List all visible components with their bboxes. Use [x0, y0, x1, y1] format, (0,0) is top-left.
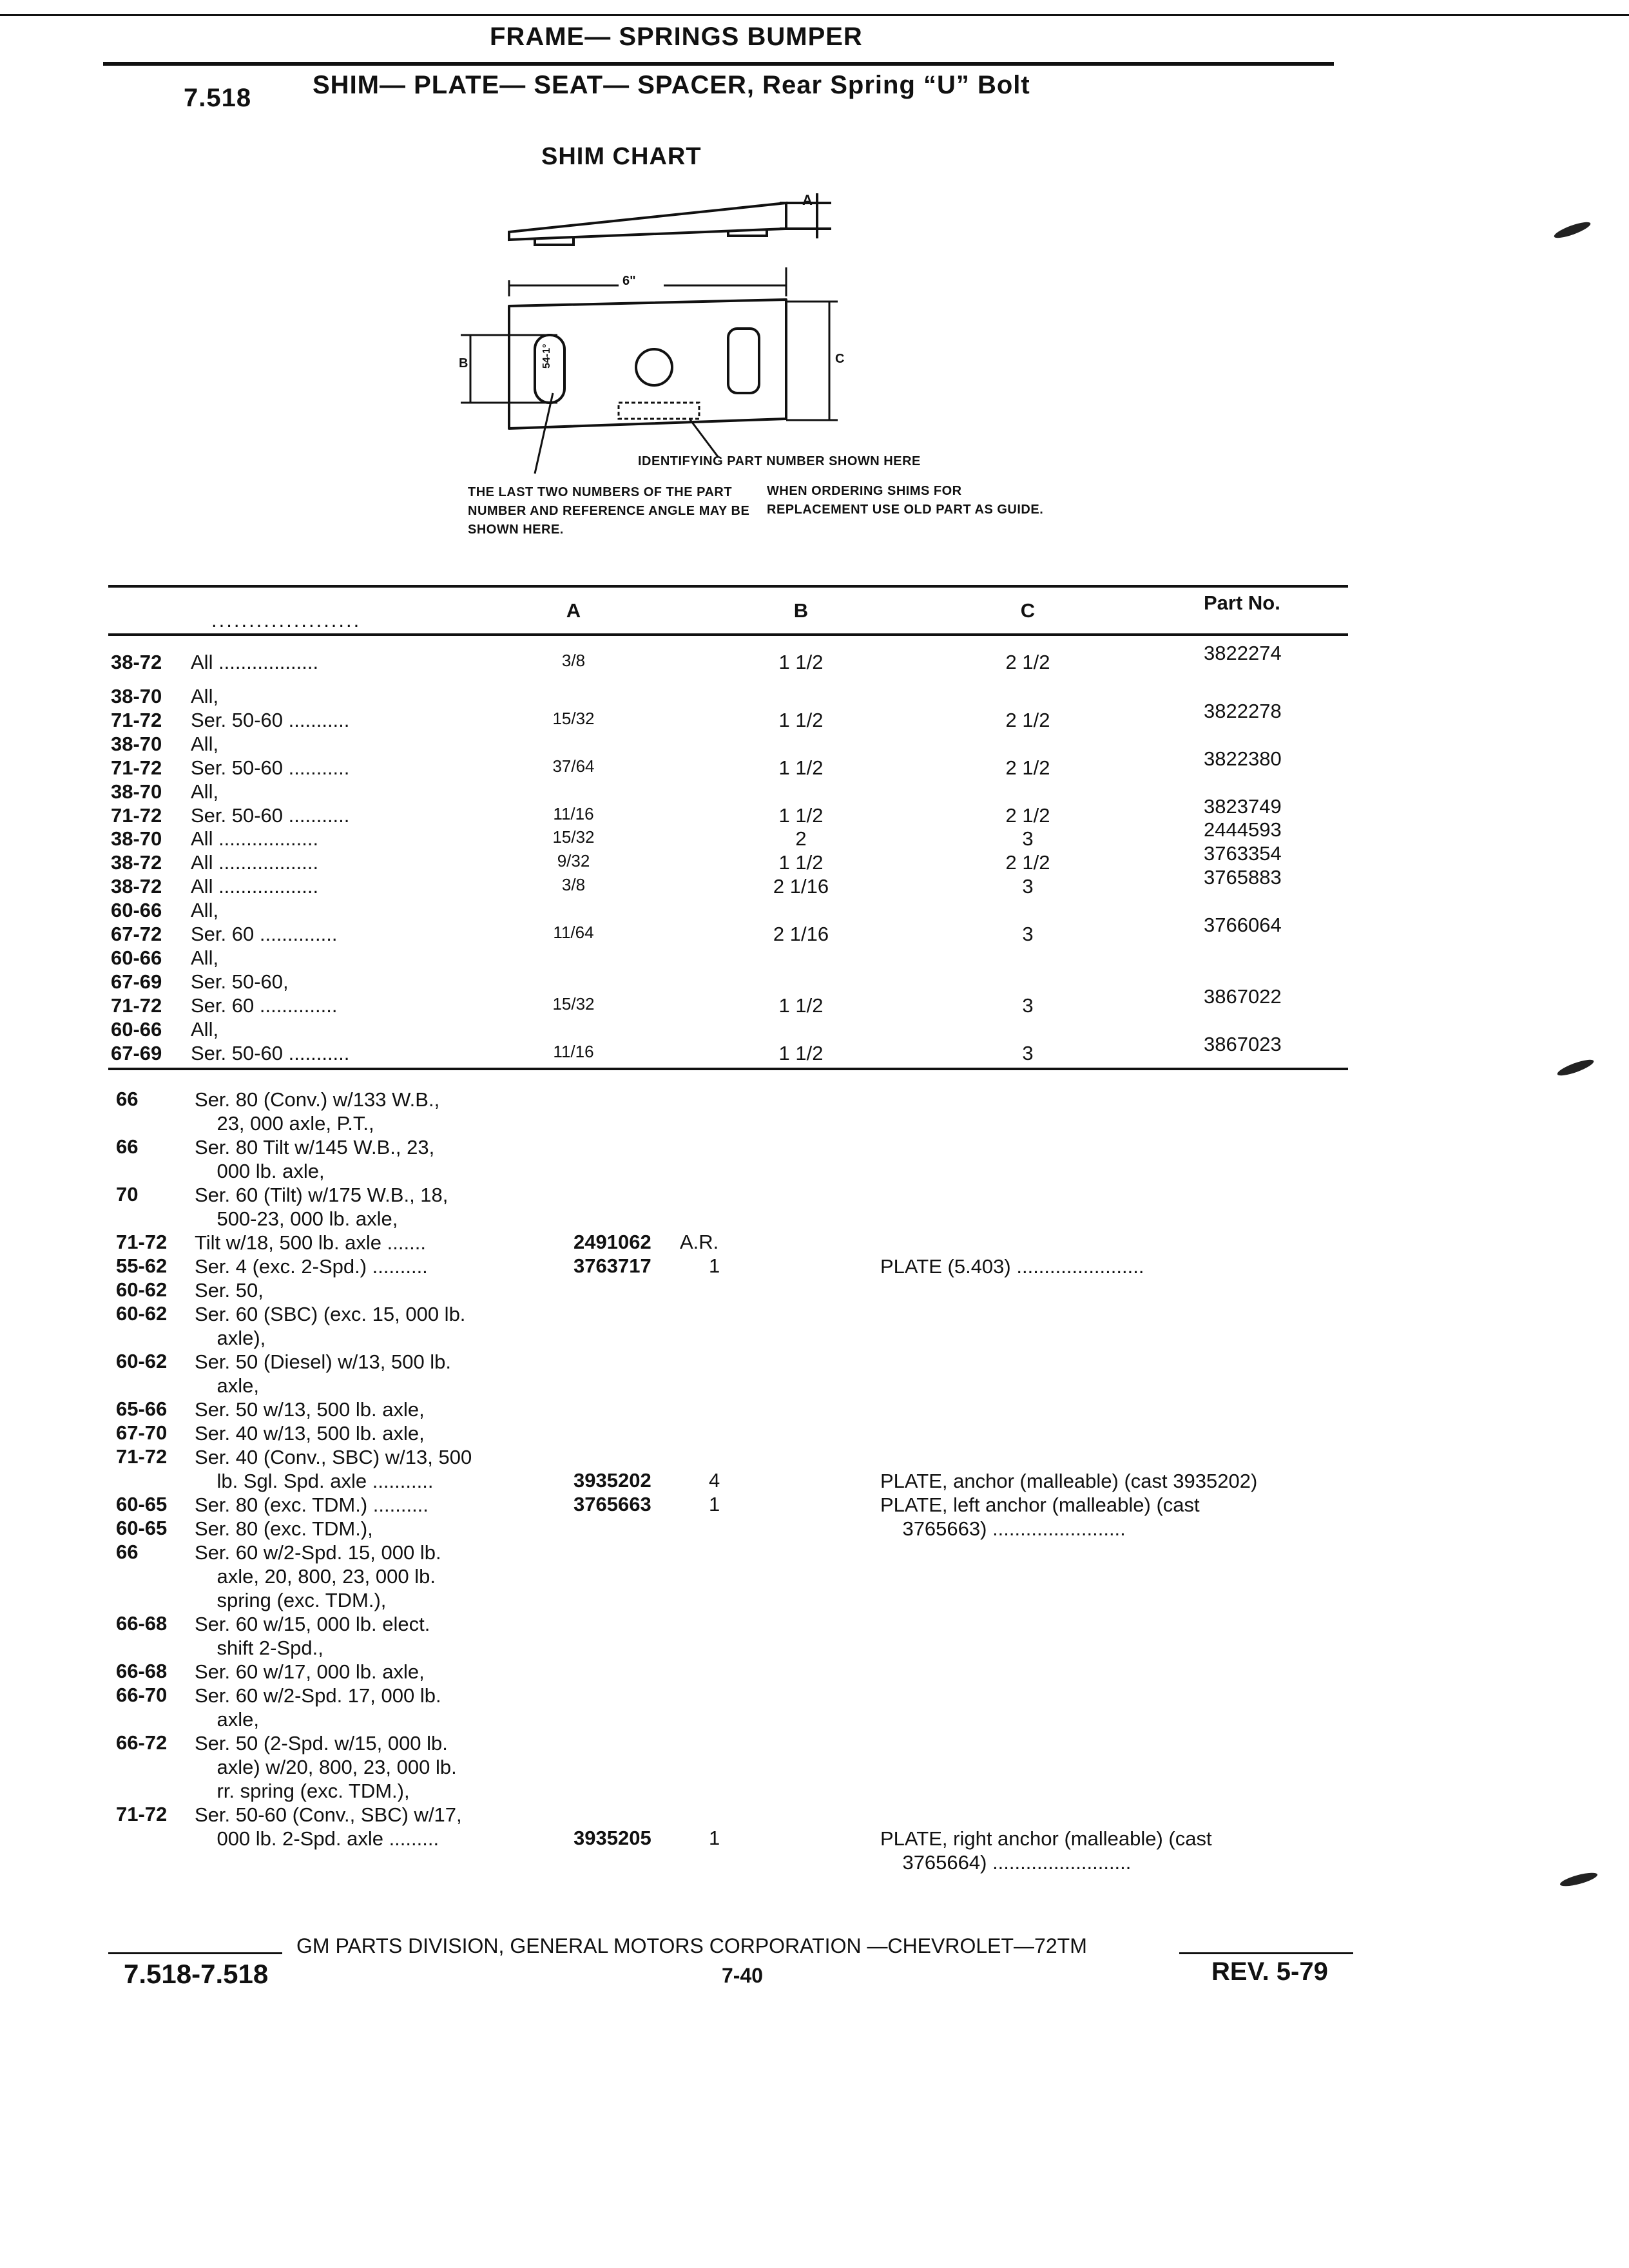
listing-year: 67-70 — [116, 1421, 168, 1444]
row-model: Ser. 60 .............. — [191, 923, 338, 945]
item-title: SHIM— PLATE— SEAT— SPACER, Rear Spring “U” Bolt — [313, 71, 1030, 99]
row-dim-c: 3 — [1022, 1042, 1034, 1064]
row-dim-b: 2 — [795, 827, 807, 850]
listing-year: 60-62 — [116, 1302, 168, 1325]
row-model: Ser. 50-60 ........... — [191, 804, 350, 827]
binder-mark — [1559, 1870, 1599, 1888]
note-last-two-numbers: THE LAST TWO NUMBERS OF THE PART NUMBER AND REFERENCE ANGLE MAY BE SHOWN HERE. — [468, 485, 750, 537]
row-dim-a: 3/8 — [561, 651, 586, 670]
row-dim-a: 9/32 — [557, 851, 590, 870]
listing-description: Ser. 50 (2-Spd. w/15, 000 lb. axle) w/20, 800, 23, 000 lb. rr. spring (exc. TDM.), — [195, 1732, 457, 1802]
row-dim-b: 1 1/2 — [778, 651, 824, 673]
listing-description: Ser. 60 w/2-Spd. 17, 000 lb. axle, — [195, 1684, 441, 1731]
row-year: 67-69 — [111, 970, 162, 993]
row-dim-a: 3/8 — [561, 875, 586, 894]
row-model: All .................. — [191, 875, 319, 898]
row-year: 60-66 — [111, 1018, 162, 1041]
row-part-number: 2444593 — [1204, 818, 1282, 841]
dim-width-label: 6" — [619, 274, 640, 289]
shim-side-profile — [509, 193, 831, 245]
row-year: 38-72 — [111, 875, 162, 898]
row-dim-b: 2 1/16 — [773, 875, 829, 898]
note-ordering: WHEN ORDERING SHIMS FOR REPLACEMENT USE OLD PART AS GUIDE. — [767, 484, 1044, 517]
row-part-number: 3822380 — [1204, 747, 1282, 770]
listing-remark: PLATE, anchor (malleable) (cast 3935202) — [880, 1470, 1258, 1492]
row-part-number: 3763354 — [1204, 842, 1282, 865]
header-rule — [103, 62, 1334, 66]
listing-description: Ser. 60 w/17, 000 lb. axle, — [195, 1660, 425, 1683]
listing-year: 66-68 — [116, 1612, 168, 1635]
row-year: 60-66 — [111, 947, 162, 969]
row-dim-c: 3 — [1022, 875, 1034, 898]
row-model: All .................. — [191, 651, 319, 673]
listing-description: Ser. 80 (exc. TDM.) .......... — [195, 1494, 429, 1516]
row-model: Ser. 50-60, — [191, 970, 289, 993]
width-dimension — [509, 267, 786, 296]
table-top-rule — [108, 585, 1348, 588]
row-year: 38-70 — [111, 780, 162, 803]
listing-quantity: 1 — [709, 1254, 720, 1277]
listing-quantity: 4 — [709, 1469, 720, 1492]
listing-year: 71-72 — [116, 1445, 168, 1468]
header-b: B — [793, 599, 809, 622]
row-model: Ser. 60 .............. — [191, 994, 338, 1017]
listing-year: 70 — [116, 1183, 139, 1206]
footer-page-number: 7-40 — [722, 1964, 764, 1987]
row-year: 38-72 — [111, 651, 162, 673]
row-part-number: 3822274 — [1204, 642, 1282, 664]
note-identifying-part: IDENTIFYING PART NUMBER SHOWN HERE — [638, 454, 921, 468]
row-part-number: 3867022 — [1204, 985, 1282, 1008]
row-dim-b: 1 1/2 — [778, 994, 824, 1017]
listing-description: Ser. 40 (Conv., SBC) w/13, 500 lb. Sgl. Spd. axle ........... — [195, 1446, 472, 1492]
row-part-number: 3765883 — [1204, 866, 1282, 889]
listing-quantity: 1 — [709, 1827, 720, 1849]
listing-part-number: 3935202 — [574, 1469, 651, 1492]
listing-description: Ser. 60 w/15, 000 lb. elect. shift 2-Spd., — [195, 1613, 430, 1659]
row-model: All, — [191, 685, 219, 707]
header-a: A — [566, 599, 581, 622]
row-dim-c: 2 1/2 — [1005, 851, 1050, 874]
section-title: FRAME— SPRINGS BUMPER — [490, 23, 863, 51]
footer-ref-range: 7.518-7.518 — [124, 1959, 269, 1989]
row-dim-a: 37/64 — [552, 756, 595, 776]
listing-year: 60-62 — [116, 1278, 168, 1301]
row-dim-a: 11/64 — [553, 923, 594, 942]
listing-description: Ser. 50, — [195, 1279, 264, 1302]
listing-remark: PLATE, right anchor (malleable) (cast 3765664) ......................... — [880, 1827, 1212, 1874]
dim-b-label: B — [459, 356, 468, 370]
listing-year: 71-72 — [116, 1231, 168, 1253]
header-c: C — [1020, 599, 1036, 622]
row-dim-a: 15/32 — [552, 994, 595, 1014]
row-dim-c: 2 1/2 — [1005, 756, 1050, 779]
row-year: 67-72 — [111, 923, 162, 945]
top-edge-rule — [0, 14, 1629, 16]
row-year: 71-72 — [111, 804, 162, 827]
listing-remark: PLATE (5.403) ....................... — [880, 1255, 1144, 1278]
dim-a-label: A — [802, 192, 813, 208]
row-model: All, — [191, 1018, 219, 1041]
row-year: 67-69 — [111, 1042, 162, 1064]
listing-description: Ser. 50-60 (Conv., SBC) w/17, 000 lb. 2-Spd. axle ......... — [195, 1803, 462, 1850]
listing-year: 66-68 — [116, 1660, 168, 1682]
listing-year: 55-62 — [116, 1254, 168, 1277]
shim-plan-view — [461, 300, 838, 474]
listing-part-number: 3763717 — [574, 1254, 651, 1277]
listing-part-number: 2491062 — [574, 1231, 651, 1253]
angle-mark: 54-1° — [541, 343, 552, 369]
row-dim-c: 2 1/2 — [1005, 804, 1050, 827]
row-part-number: 3867023 — [1204, 1033, 1282, 1055]
row-model: Ser. 50-60 ........... — [191, 1042, 350, 1064]
row-part-number: 3822278 — [1204, 700, 1282, 722]
listing-description: Ser. 80 (Conv.) w/133 W.B., 23, 000 axle, P.T., — [195, 1088, 440, 1135]
listing-year: 66-70 — [116, 1684, 168, 1706]
row-year: 60-66 — [111, 899, 162, 921]
listing-description: Ser. 50 w/13, 500 lb. axle, — [195, 1398, 425, 1421]
listing-quantity: A.R. — [680, 1231, 719, 1253]
row-dim-a: 11/16 — [553, 804, 594, 823]
row-model: All, — [191, 733, 219, 755]
shim-chart-title: SHIM CHART — [541, 143, 702, 170]
row-dim-a: 11/16 — [553, 1042, 594, 1061]
listing-year: 66 — [116, 1135, 139, 1158]
row-dim-a: 15/32 — [552, 827, 595, 847]
listing-description: Ser. 80 Tilt w/145 W.B., 23, 000 lb. axle, — [195, 1136, 435, 1182]
row-dim-c: 2 1/2 — [1005, 651, 1050, 673]
shim-diagram — [445, 180, 1057, 483]
row-dim-b: 1 1/2 — [778, 851, 824, 874]
row-part-number: 3823749 — [1204, 795, 1282, 818]
binder-mark — [1556, 1057, 1595, 1079]
table-bottom-rule — [108, 1068, 1348, 1070]
row-model: All .................. — [191, 851, 319, 874]
listing-remark: PLATE, left anchor (malleable) (cast 3765663) ........................ — [880, 1494, 1200, 1540]
row-dim-a: 15/32 — [552, 709, 595, 728]
row-year: 71-72 — [111, 994, 162, 1017]
row-model: All, — [191, 947, 219, 969]
row-model: All, — [191, 899, 219, 921]
row-part-number: 3766064 — [1204, 914, 1282, 936]
row-dim-c: 3 — [1022, 923, 1034, 945]
row-dim-b: 2 1/16 — [773, 923, 829, 945]
table-header-rule — [108, 633, 1348, 636]
row-dim-c: 2 1/2 — [1005, 709, 1050, 731]
row-dim-b: 1 1/2 — [778, 804, 824, 827]
listing-description: Ser. 60 (Tilt) w/175 W.B., 18, 500-23, 000 lb. axle, — [195, 1184, 448, 1230]
listing-description: Ser. 60 (SBC) (exc. 15, 000 lb. axle), — [195, 1303, 466, 1349]
row-dim-b: 1 1/2 — [778, 756, 824, 779]
footer-rule-right — [1179, 1952, 1353, 1954]
row-dim-b: 1 1/2 — [778, 1042, 824, 1064]
listing-description: Ser. 4 (exc. 2-Spd.) .......... — [195, 1255, 428, 1278]
row-year: 71-72 — [111, 709, 162, 731]
header-part-no: Part No. — [1204, 591, 1280, 614]
row-model: Ser. 50-60 ........... — [191, 709, 350, 731]
item-number: 7.518 — [184, 84, 252, 112]
binder-mark — [1552, 219, 1592, 241]
listing-description: Ser. 50 (Diesel) w/13, 500 lb. axle, — [195, 1350, 452, 1397]
row-year: 38-70 — [111, 733, 162, 755]
row-dim-b: 1 1/2 — [778, 709, 824, 731]
listing-year: 66 — [116, 1088, 139, 1110]
row-year: 38-72 — [111, 851, 162, 874]
header-model-leader: .................... — [211, 609, 361, 631]
row-dim-c: 3 — [1022, 994, 1034, 1017]
listing-year: 60-65 — [116, 1493, 168, 1515]
listing-year: 60-62 — [116, 1350, 168, 1372]
listing-part-number: 3765663 — [574, 1493, 651, 1515]
row-year: 71-72 — [111, 756, 162, 779]
row-model: All .................. — [191, 827, 319, 850]
listing-year: 60-65 — [116, 1517, 168, 1539]
listing-year: 66 — [116, 1541, 139, 1563]
row-year: 38-70 — [111, 685, 162, 707]
listing-description: Tilt w/18, 500 lb. axle ....... — [195, 1231, 426, 1254]
listing-part-number: 3935205 — [574, 1827, 651, 1849]
row-dim-c: 3 — [1022, 827, 1034, 850]
listing-description: Ser. 80 (exc. TDM.), — [195, 1517, 373, 1540]
listing-year: 66-72 — [116, 1731, 168, 1754]
dim-c-label: C — [835, 352, 845, 366]
row-model: Ser. 50-60 ........... — [191, 756, 350, 779]
footer-rule-left — [108, 1952, 282, 1954]
listing-year: 71-72 — [116, 1803, 168, 1825]
footer-revision: REV. 5-79 — [1211, 1957, 1328, 1986]
listing-description: Ser. 40 w/13, 500 lb. axle, — [195, 1422, 425, 1445]
listing-quantity: 1 — [709, 1493, 720, 1515]
footer-publisher: GM PARTS DIVISION, GENERAL MOTORS CORPORATION —CHEVROLET—72TM — [296, 1934, 1087, 1957]
row-year: 38-70 — [111, 827, 162, 850]
listing-description: Ser. 60 w/2-Spd. 15, 000 lb. axle, 20, 800, 23, 000 lb. spring (exc. TDM.), — [195, 1541, 441, 1611]
row-model: All, — [191, 780, 219, 803]
listing-year: 65-66 — [116, 1398, 168, 1420]
